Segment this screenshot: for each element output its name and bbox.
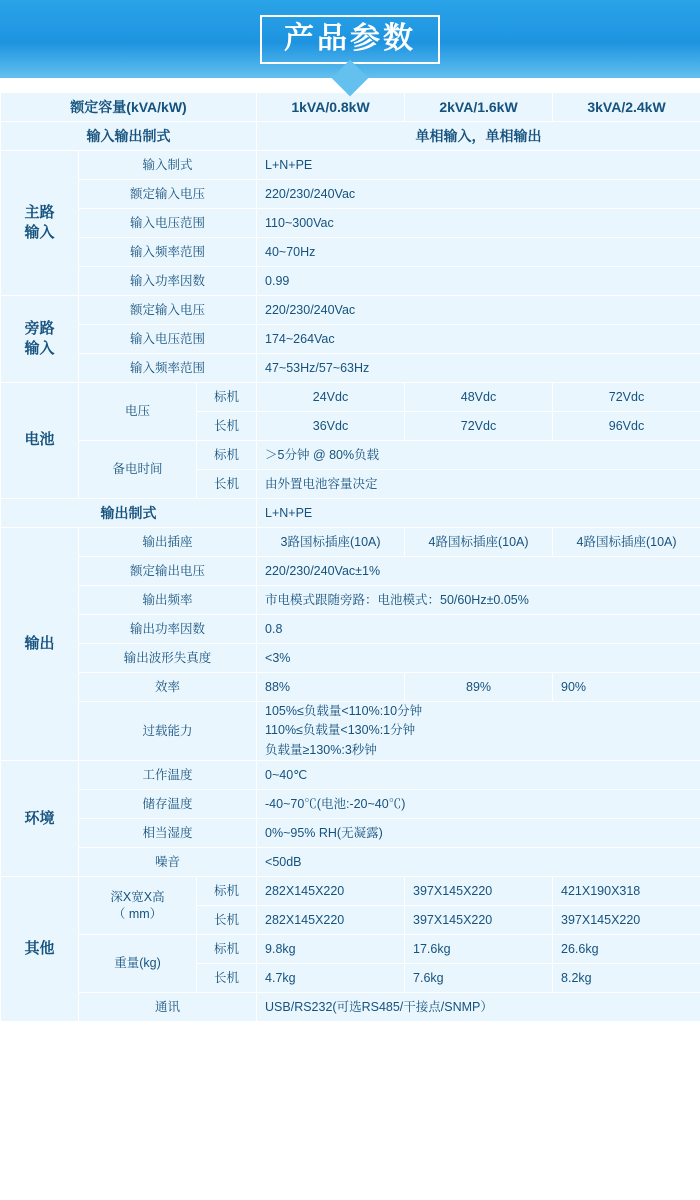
page-title: 产品参数 <box>260 15 440 64</box>
table-row-main-input-4 <box>1 238 700 267</box>
row-value: -40~70℃(电池:-20~40℃) <box>257 790 700 819</box>
weight-long-3: 8.2kg <box>553 964 700 993</box>
weight-standard-1: 9.8kg <box>257 935 405 964</box>
battery-voltage-long-2: 72Vdc <box>405 412 553 441</box>
battery-standard-label: 标机 <box>197 383 257 412</box>
dimension-label-line2: （ mm） <box>112 906 163 921</box>
comm-value: USB/RS232(可选RS485/干接点/SNMP） <box>257 993 700 1022</box>
row-label: 额定输入电压 <box>79 296 257 325</box>
weight-standard-label: 标机 <box>197 935 257 964</box>
output-socket-2: 4路国标插座(10A) <box>405 528 553 557</box>
table-row-main-input-2 <box>1 180 700 209</box>
row-value: <50dB <box>257 848 700 877</box>
group-main-input <box>1 151 79 296</box>
row-value: 220/230/240Vac <box>257 296 700 325</box>
spec-table <box>0 92 700 1022</box>
table-row-output-socket <box>1 528 700 557</box>
group-bypass-input <box>1 296 79 383</box>
table-row-environment-3 <box>1 819 700 848</box>
output-overload-value <box>257 702 700 761</box>
table-row-bypass-input-3 <box>1 354 700 383</box>
table-row-environment-1 <box>1 761 700 790</box>
output-pf-label: 输出功率因数 <box>79 615 257 644</box>
output-mode-value: L+N+PE <box>257 499 700 528</box>
dimension-long-label: 长机 <box>197 906 257 935</box>
capacity-model-2: 2kVA/1.6kW <box>405 93 553 122</box>
battery-backup-label: 备电时间 <box>79 441 197 499</box>
io-mode-label: 输入输出制式 <box>1 122 257 151</box>
page-banner <box>0 0 700 78</box>
output-efficiency-3: 90% <box>553 673 700 702</box>
row-value: 0%~95% RH(无凝露) <box>257 819 700 848</box>
group-other: 其他 <box>1 877 79 1022</box>
row-label: 输入功率因数 <box>79 267 257 296</box>
row-value: 0~40℃ <box>257 761 700 790</box>
output-socket-label: 输出插座 <box>79 528 257 557</box>
table-row-main-input-1 <box>1 151 700 180</box>
output-thd-value: <3% <box>257 644 700 673</box>
table-row-output-mode <box>1 499 700 528</box>
overload-line-2: 110%≤负载量<130%:1分钟 <box>265 723 416 738</box>
battery-voltage-standard-1: 24Vdc <box>257 383 405 412</box>
row-label: 工作温度 <box>79 761 257 790</box>
weight-label: 重量(kg) <box>79 935 197 993</box>
output-overload-label: 过载能力 <box>79 702 257 761</box>
battery-voltage-long-1: 36Vdc <box>257 412 405 441</box>
table-row-dimension-standard <box>1 877 700 906</box>
table-row-output-overload <box>1 702 700 761</box>
table-row-output-thd <box>1 644 700 673</box>
dimension-long-3: 397X145X220 <box>553 906 700 935</box>
row-label: 输入电压范围 <box>79 325 257 354</box>
table-row-weight-standard <box>1 935 700 964</box>
row-label: 输入制式 <box>79 151 257 180</box>
group-output: 输出 <box>1 528 79 761</box>
output-frequency-value: 市电模式跟随旁路：电池模式：50/60Hz±0.05% <box>257 586 700 615</box>
weight-long-2: 7.6kg <box>405 964 553 993</box>
row-label: 相当湿度 <box>79 819 257 848</box>
table-row-bypass-input-2 <box>1 325 700 354</box>
table-row-comm <box>1 993 700 1022</box>
group-environment: 环境 <box>1 761 79 877</box>
table-row-environment-2 <box>1 790 700 819</box>
weight-long-1: 4.7kg <box>257 964 405 993</box>
dimension-label-line1: 深X宽X高 <box>110 889 165 904</box>
table-row-main-input-3 <box>1 209 700 238</box>
table-row-battery-backup-standard <box>1 441 700 470</box>
battery-voltage-standard-2: 48Vdc <box>405 383 553 412</box>
group-bypass-input-line2: 输入 <box>24 340 55 357</box>
io-mode-value: 单相输入，单相输出 <box>257 122 700 151</box>
output-mode-label: 输出制式 <box>1 499 257 528</box>
output-efficiency-1: 88% <box>257 673 405 702</box>
row-label: 输入电压范围 <box>79 209 257 238</box>
output-socket-3: 4路国标插座(10A) <box>553 528 700 557</box>
capacity-model-1: 1kVA/0.8kW <box>257 93 405 122</box>
capacity-label: 额定容量(kVA/kW) <box>1 93 257 122</box>
group-main-input-line1: 主路 <box>24 203 55 221</box>
dimension-label <box>79 877 197 935</box>
output-rated-voltage-label: 额定输出电压 <box>79 557 257 586</box>
row-value: 40~70Hz <box>257 238 700 267</box>
output-thd-label: 输出波形失真度 <box>79 644 257 673</box>
table-row-output-pf <box>1 615 700 644</box>
row-value: 220/230/240Vac <box>257 180 700 209</box>
row-label: 储存温度 <box>79 790 257 819</box>
battery-backup-standard-value: ＞5分钟 @ 80%负载 <box>257 441 700 470</box>
row-label: 噪音 <box>79 848 257 877</box>
table-row-bypass-input-1 <box>1 296 700 325</box>
overload-line-1: 105%≤负载量<110%:10分钟 <box>265 704 423 718</box>
table-row-output-efficiency <box>1 673 700 702</box>
table-row-capacity <box>1 93 700 122</box>
output-frequency-label: 输出频率 <box>79 586 257 615</box>
output-pf-value: 0.8 <box>257 615 700 644</box>
table-row-environment-4 <box>1 848 700 877</box>
row-label: 输入频率范围 <box>79 238 257 267</box>
row-label: 输入频率范围 <box>79 354 257 383</box>
row-value: 47~53Hz/57~63Hz <box>257 354 700 383</box>
table-row-output-frequency <box>1 586 700 615</box>
row-value: 110~300Vac <box>257 209 700 238</box>
battery-voltage-long-3: 96Vdc <box>553 412 700 441</box>
overload-line-3: 负载量≥130%:3秒钟 <box>265 742 377 757</box>
dimension-standard-label: 标机 <box>197 877 257 906</box>
group-battery: 电池 <box>1 383 79 499</box>
battery-backup-long-label: 长机 <box>197 470 257 499</box>
table-row-io-mode <box>1 122 700 151</box>
table-row-battery-voltage-standard <box>1 383 700 412</box>
battery-voltage-label: 电压 <box>79 383 197 441</box>
battery-long-label: 长机 <box>197 412 257 441</box>
weight-standard-3: 26.6kg <box>553 935 700 964</box>
weight-standard-2: 17.6kg <box>405 935 553 964</box>
weight-long-label: 长机 <box>197 964 257 993</box>
row-label: 额定输入电压 <box>79 180 257 209</box>
output-socket-1: 3路国标插座(10A) <box>257 528 405 557</box>
table-row-output-rated-voltage <box>1 557 700 586</box>
group-bypass-input-line1: 旁路 <box>24 319 55 337</box>
dimension-long-2: 397X145X220 <box>405 906 553 935</box>
dimension-standard-2: 397X145X220 <box>405 877 553 906</box>
dimension-standard-3: 421X190X318 <box>553 877 700 906</box>
group-main-input-line2: 输入 <box>24 224 55 241</box>
row-value: 0.99 <box>257 267 700 296</box>
battery-voltage-standard-3: 72Vdc <box>553 383 700 412</box>
row-value: L+N+PE <box>257 151 700 180</box>
capacity-model-3: 3kVA/2.4kW <box>553 93 700 122</box>
dimension-long-1: 282X145X220 <box>257 906 405 935</box>
battery-backup-long-value: 由外置电池容量决定 <box>257 470 700 499</box>
output-efficiency-label: 效率 <box>79 673 257 702</box>
battery-backup-standard-label: 标机 <box>197 441 257 470</box>
table-row-main-input-5 <box>1 267 700 296</box>
output-rated-voltage-value: 220/230/240Vac±1% <box>257 557 700 586</box>
output-efficiency-2: 89% <box>405 673 553 702</box>
dimension-standard-1: 282X145X220 <box>257 877 405 906</box>
comm-label: 通讯 <box>79 993 257 1022</box>
row-value: 174~264Vac <box>257 325 700 354</box>
